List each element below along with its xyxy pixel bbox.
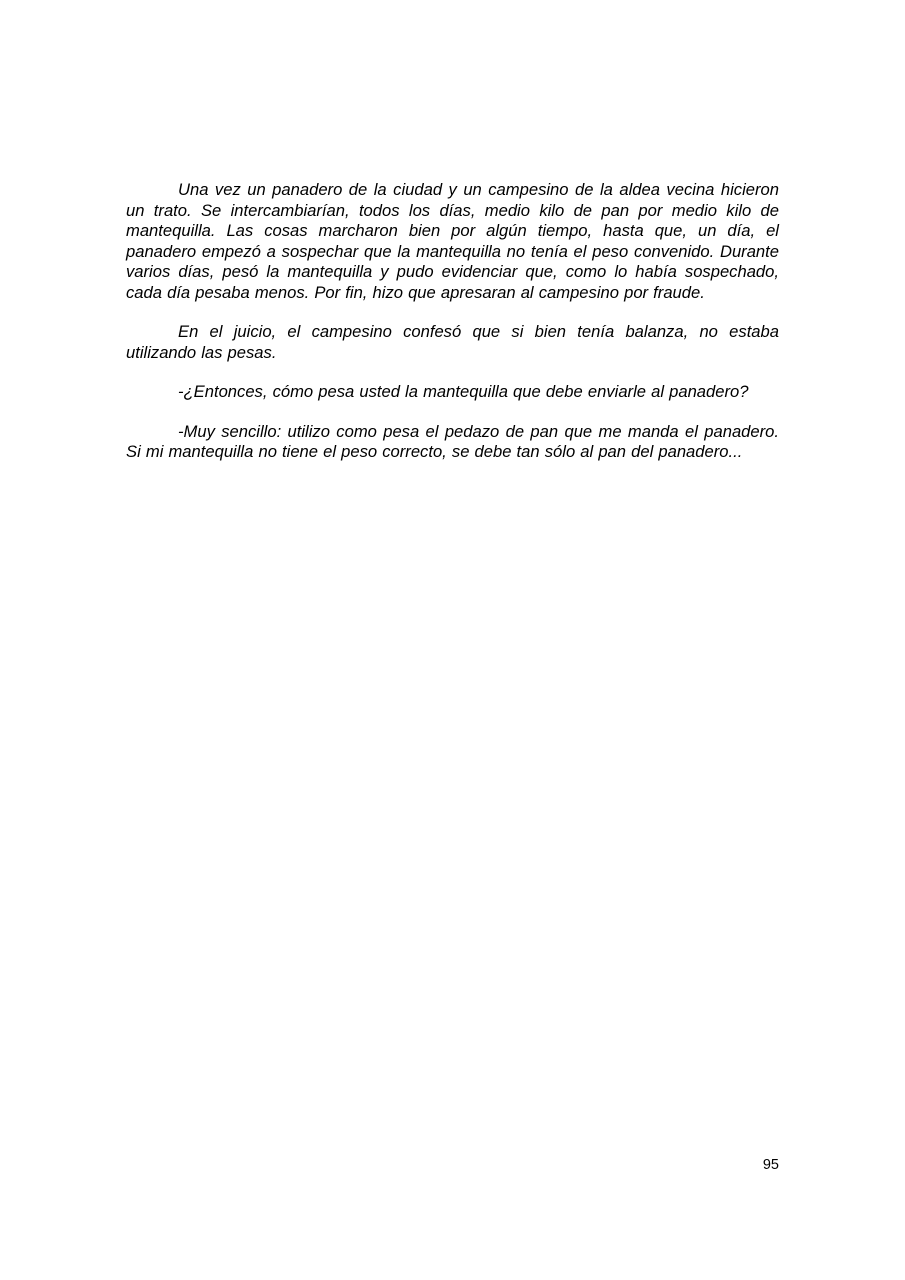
paragraph-trial: En el juicio, el campesino confesó que si bien tenía balanza, no estaba utilizando las pesas. (126, 322, 779, 362)
story-text (126, 180, 779, 482)
paragraph-answer: -Muy sencillo: utilizo como pesa el pedazo de pan que me manda el panadero. Si mi mantequilla no tiene el peso correcto, se debe tan sólo al pan del panadero... (126, 421, 779, 461)
page-number: 95 (762, 1157, 779, 1173)
paragraph-question: -¿Entonces, cómo pesa usted la mantequilla que debe enviarle al panadero? (178, 382, 749, 401)
paragraph-bargain: Una vez un panadero de la ciudad y un campesino de la aldea vecina hicieron un trato. Se intercambiarían, todos los días, medio kilo de pan por medio kilo de mantequilla. Las cosas marcharon bien por algún tiempo, hasta que, un día, el panadero empezó a sospechar que la mantequilla no tenía el peso convenido. Durante varios días, pesó la mantequilla y pudo evidenciar que, como lo había sospechado, cada día pesaba menos. Por fin, hizo que apresaran al campesino por fraude. (126, 180, 779, 302)
